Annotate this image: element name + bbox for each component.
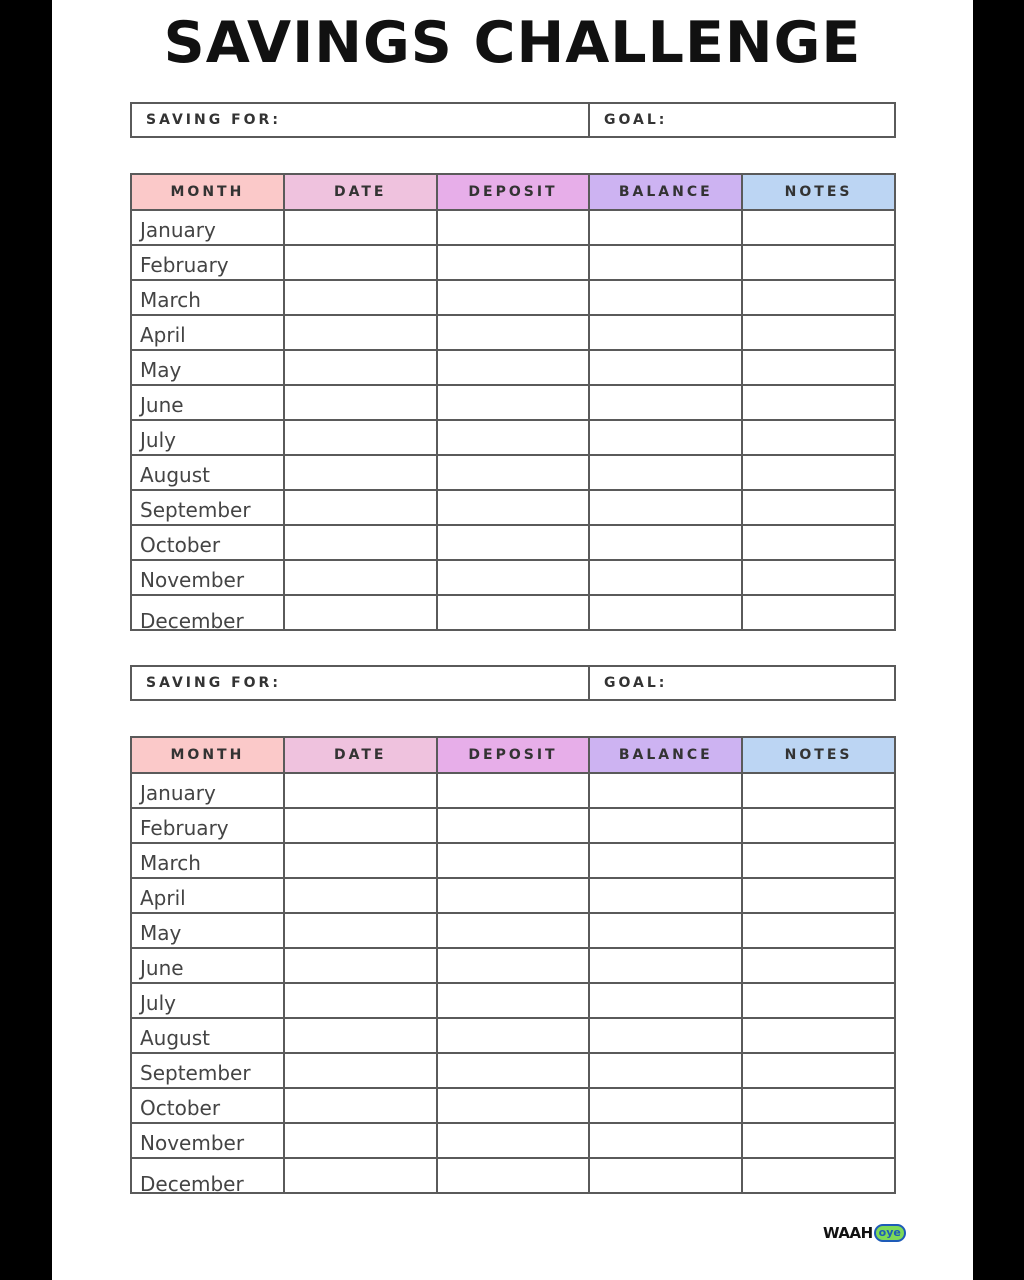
month-label: May	[140, 358, 182, 382]
date-cell[interactable]	[284, 455, 437, 490]
header-notes: NOTES	[742, 174, 895, 210]
month-label: July	[140, 428, 176, 452]
notes-cell[interactable]	[742, 878, 895, 913]
date-cell[interactable]	[284, 1018, 437, 1053]
month-cell	[131, 983, 284, 1018]
notes-cell[interactable]	[742, 1123, 895, 1158]
table-row	[131, 385, 895, 420]
deposit-cell[interactable]	[437, 350, 590, 385]
table-row	[131, 350, 895, 385]
month-cell	[131, 420, 284, 455]
month-cell	[131, 455, 284, 490]
goal-field[interactable]: GOAL:	[604, 675, 668, 691]
table-row	[131, 1088, 895, 1123]
notes-cell[interactable]	[742, 808, 895, 843]
notes-cell[interactable]	[742, 525, 895, 560]
savings-challenge-page	[52, 0, 973, 1280]
notes-cell[interactable]	[742, 1018, 895, 1053]
table-row	[131, 843, 895, 878]
table-row	[131, 490, 895, 525]
date-cell[interactable]	[284, 1158, 437, 1193]
balance-cell[interactable]	[589, 1123, 742, 1158]
date-cell[interactable]	[284, 1053, 437, 1088]
month-label: February	[140, 816, 229, 840]
date-cell[interactable]	[284, 315, 437, 350]
table-row	[131, 455, 895, 490]
balance-cell[interactable]	[589, 878, 742, 913]
balance-cell[interactable]	[589, 385, 742, 420]
balance-cell[interactable]	[589, 280, 742, 315]
deposit-cell[interactable]	[437, 210, 590, 245]
notes-cell[interactable]	[742, 420, 895, 455]
table-row	[131, 1053, 895, 1088]
notes-cell[interactable]	[742, 560, 895, 595]
month-cell	[131, 1018, 284, 1053]
logo-word: WAAH	[823, 1224, 873, 1242]
balance-cell[interactable]	[589, 525, 742, 560]
notes-cell[interactable]	[742, 913, 895, 948]
month-label: April	[140, 323, 186, 347]
date-cell[interactable]	[284, 808, 437, 843]
balance-cell[interactable]	[589, 490, 742, 525]
balance-cell[interactable]	[589, 210, 742, 245]
deposit-cell[interactable]	[437, 878, 590, 913]
table-row	[131, 1018, 895, 1053]
deposit-cell[interactable]	[437, 315, 590, 350]
deposit-cell[interactable]	[437, 808, 590, 843]
month-label: January	[140, 218, 216, 242]
month-label: December	[140, 609, 244, 630]
month-label: September	[140, 498, 251, 522]
date-cell[interactable]	[284, 1123, 437, 1158]
date-cell[interactable]	[284, 843, 437, 878]
month-label: July	[140, 991, 176, 1015]
table-row	[131, 420, 895, 455]
header-month: MONTH	[131, 174, 284, 210]
balance-cell[interactable]	[589, 1053, 742, 1088]
deposit-cell[interactable]	[437, 948, 590, 983]
header-balance: BALANCE	[589, 737, 742, 773]
deposit-cell[interactable]	[437, 525, 590, 560]
balance-cell[interactable]	[589, 420, 742, 455]
table-row	[131, 773, 895, 808]
balance-cell[interactable]	[589, 1088, 742, 1123]
date-cell[interactable]	[284, 245, 437, 280]
table-row	[131, 560, 895, 595]
date-cell[interactable]	[284, 983, 437, 1018]
month-cell	[131, 948, 284, 983]
date-cell[interactable]	[284, 385, 437, 420]
balance-cell[interactable]	[589, 245, 742, 280]
deposit-cell[interactable]	[437, 245, 590, 280]
month-label: March	[140, 288, 201, 312]
deposit-cell[interactable]	[437, 773, 590, 808]
month-cell	[131, 560, 284, 595]
balance-cell[interactable]	[589, 560, 742, 595]
month-label: October	[140, 533, 221, 557]
notes-cell[interactable]	[742, 773, 895, 808]
month-cell	[131, 878, 284, 913]
table-row	[131, 525, 895, 560]
month-cell	[131, 843, 284, 878]
notes-cell[interactable]	[742, 490, 895, 525]
header-row	[131, 174, 895, 210]
month-label: August	[140, 1026, 210, 1050]
month-label: June	[140, 956, 184, 980]
notes-cell[interactable]	[742, 455, 895, 490]
deposit-cell[interactable]	[437, 1018, 590, 1053]
month-cell	[131, 490, 284, 525]
month-cell	[131, 595, 284, 630]
table-row	[131, 595, 895, 630]
deposit-cell[interactable]	[437, 560, 590, 595]
balance-cell[interactable]	[589, 455, 742, 490]
table-row	[131, 1123, 895, 1158]
deposit-cell[interactable]	[437, 913, 590, 948]
month-cell	[131, 808, 284, 843]
month-label: March	[140, 851, 201, 875]
date-cell[interactable]	[284, 210, 437, 245]
month-label: April	[140, 886, 186, 910]
date-cell[interactable]	[284, 595, 437, 630]
month-label: August	[140, 463, 210, 487]
date-cell[interactable]	[284, 490, 437, 525]
date-cell[interactable]	[284, 948, 437, 983]
date-cell[interactable]	[284, 280, 437, 315]
balance-cell[interactable]	[589, 843, 742, 878]
date-cell[interactable]	[284, 1088, 437, 1123]
balance-cell[interactable]	[589, 948, 742, 983]
deposit-cell[interactable]	[437, 1088, 590, 1123]
date-cell[interactable]	[284, 773, 437, 808]
month-cell	[131, 280, 284, 315]
month-cell	[131, 245, 284, 280]
month-label: November	[140, 568, 245, 592]
header-deposit: DEPOSIT	[437, 737, 590, 773]
table-row	[131, 315, 895, 350]
page-title: SAVINGS CHALLENGE	[163, 10, 862, 76]
savings-table-1	[130, 173, 896, 631]
goal-field[interactable]: GOAL:	[604, 112, 668, 128]
month-label: January	[140, 781, 216, 805]
notes-cell[interactable]	[742, 1053, 895, 1088]
deposit-cell[interactable]	[437, 595, 590, 630]
notes-cell[interactable]	[742, 385, 895, 420]
savings-table-2	[130, 736, 896, 1194]
table-row	[131, 1158, 895, 1193]
balance-cell[interactable]	[589, 983, 742, 1018]
month-cell	[131, 385, 284, 420]
month-label: October	[140, 1096, 221, 1120]
month-cell	[131, 1088, 284, 1123]
header-balance: BALANCE	[589, 174, 742, 210]
month-cell	[131, 1053, 284, 1088]
notes-cell[interactable]	[742, 350, 895, 385]
deposit-cell[interactable]	[437, 983, 590, 1018]
month-cell	[131, 773, 284, 808]
notes-cell[interactable]	[742, 843, 895, 878]
date-cell[interactable]	[284, 420, 437, 455]
balance-cell[interactable]	[589, 350, 742, 385]
month-cell	[131, 913, 284, 948]
header-month: MONTH	[131, 737, 284, 773]
month-cell	[131, 210, 284, 245]
month-label: May	[140, 921, 182, 945]
month-cell	[131, 350, 284, 385]
month-label: February	[140, 253, 229, 277]
notes-cell[interactable]	[742, 983, 895, 1018]
month-label: September	[140, 1061, 251, 1085]
balance-cell[interactable]	[589, 1158, 742, 1193]
notes-cell[interactable]	[742, 948, 895, 983]
balance-cell[interactable]	[589, 1018, 742, 1053]
savings-info-box-2	[130, 665, 896, 701]
date-cell[interactable]	[284, 525, 437, 560]
table-row	[131, 913, 895, 948]
notes-cell[interactable]	[742, 280, 895, 315]
month-label: June	[140, 393, 184, 417]
table-row	[131, 983, 895, 1018]
savings-info-box-1	[130, 102, 896, 138]
month-cell	[131, 525, 284, 560]
table-row	[131, 280, 895, 315]
notes-cell[interactable]	[742, 1158, 895, 1193]
deposit-cell[interactable]	[437, 843, 590, 878]
logo-bubble: oye	[874, 1224, 906, 1242]
notes-cell[interactable]	[742, 1088, 895, 1123]
table-row	[131, 210, 895, 245]
table-row	[131, 878, 895, 913]
deposit-cell[interactable]	[437, 385, 590, 420]
balance-cell[interactable]	[589, 315, 742, 350]
saving-for-field[interactable]: SAVING FOR:	[132, 104, 590, 136]
saving-for-field[interactable]: SAVING FOR:	[132, 667, 590, 699]
table-row	[131, 948, 895, 983]
notes-cell[interactable]	[742, 315, 895, 350]
balance-cell[interactable]	[589, 808, 742, 843]
header-row	[131, 737, 895, 773]
deposit-cell[interactable]	[437, 1053, 590, 1088]
balance-cell[interactable]	[589, 773, 742, 808]
month-label: November	[140, 1131, 245, 1155]
date-cell[interactable]	[284, 560, 437, 595]
header-date: DATE	[284, 174, 437, 210]
notes-cell[interactable]	[742, 245, 895, 280]
table-row	[131, 245, 895, 280]
month-cell	[131, 1158, 284, 1193]
notes-cell[interactable]	[742, 210, 895, 245]
waahoye-logo	[823, 1222, 906, 1244]
table-row	[131, 808, 895, 843]
balance-cell[interactable]	[589, 595, 742, 630]
deposit-cell[interactable]	[437, 490, 590, 525]
deposit-cell[interactable]	[437, 280, 590, 315]
date-cell[interactable]	[284, 913, 437, 948]
notes-cell[interactable]	[742, 595, 895, 630]
deposit-cell[interactable]	[437, 455, 590, 490]
header-date: DATE	[284, 737, 437, 773]
header-deposit: DEPOSIT	[437, 174, 590, 210]
month-label: December	[140, 1172, 244, 1193]
deposit-cell[interactable]	[437, 1158, 590, 1193]
date-cell[interactable]	[284, 878, 437, 913]
header-notes: NOTES	[742, 737, 895, 773]
date-cell[interactable]	[284, 350, 437, 385]
deposit-cell[interactable]	[437, 420, 590, 455]
month-cell	[131, 1123, 284, 1158]
balance-cell[interactable]	[589, 913, 742, 948]
month-cell	[131, 315, 284, 350]
deposit-cell[interactable]	[437, 1123, 590, 1158]
